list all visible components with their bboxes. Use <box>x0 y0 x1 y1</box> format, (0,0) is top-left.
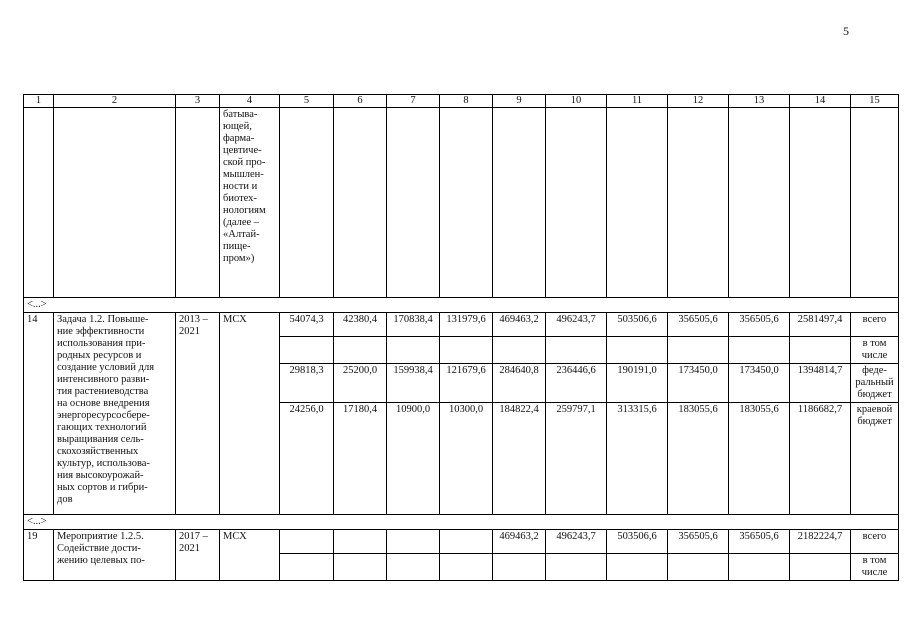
value-cell: 10300,0 <box>440 403 493 515</box>
budget-label: в том числе <box>851 554 899 581</box>
executor: МСХ <box>220 313 280 515</box>
value-cell: 356505,6 <box>729 313 790 337</box>
value-cell: 1186682,7 <box>790 403 851 515</box>
budget-label: всего <box>851 530 899 554</box>
value-cell: 2581497,4 <box>790 313 851 337</box>
value-cell: 25200,0 <box>334 364 387 403</box>
column-header-3: 3 <box>176 95 220 108</box>
page-number: 5 <box>843 24 849 38</box>
omission-marker: <...> <box>24 515 899 530</box>
column-header-11: 11 <box>607 95 668 108</box>
value-cell: 1394814,7 <box>790 364 851 403</box>
years: 2017 – 2021 <box>176 530 220 581</box>
value-cell: 496243,7 <box>546 313 607 337</box>
column-header-9: 9 <box>493 95 546 108</box>
value-cell: 503506,6 <box>607 530 668 554</box>
value-cell: 259797,1 <box>546 403 607 515</box>
value-cell: 2182224,7 <box>790 530 851 554</box>
row-number: 19 <box>24 530 54 581</box>
value-cell: 503506,6 <box>607 313 668 337</box>
value-cell: 24256,0 <box>280 403 334 515</box>
value-cell: 10900,0 <box>387 403 440 515</box>
executor: МСХ <box>220 530 280 581</box>
value-cell: 131979,6 <box>440 313 493 337</box>
value-cell: 469463,2 <box>493 313 546 337</box>
column-header-2: 2 <box>54 95 176 108</box>
column-header-4: 4 <box>220 95 280 108</box>
value-cell: 469463,2 <box>493 530 546 554</box>
value-cell <box>440 530 493 554</box>
column-header-10: 10 <box>546 95 607 108</box>
value-cell: 173450,0 <box>668 364 729 403</box>
budget-label: в том числе <box>851 337 899 364</box>
value-cell: 29818,3 <box>280 364 334 403</box>
header-row <box>24 95 899 108</box>
value-cell: 284640,8 <box>493 364 546 403</box>
column-header-15: 15 <box>851 95 899 108</box>
financing-table <box>23 94 899 581</box>
column-header-5: 5 <box>280 95 334 108</box>
column-header-7: 7 <box>387 95 440 108</box>
column-header-6: 6 <box>334 95 387 108</box>
value-cell: 183055,6 <box>729 403 790 515</box>
value-cell: 356505,6 <box>668 530 729 554</box>
value-cell <box>280 530 334 554</box>
value-cell: 190191,0 <box>607 364 668 403</box>
column-header-1: 1 <box>24 95 54 108</box>
value-cell: 170838,4 <box>387 313 440 337</box>
value-cell: 54074,3 <box>280 313 334 337</box>
column-header-14: 14 <box>790 95 851 108</box>
row-number: 14 <box>24 313 54 515</box>
value-cell: 173450,0 <box>729 364 790 403</box>
omission-row <box>24 515 899 530</box>
column-header-8: 8 <box>440 95 493 108</box>
task-name: Задача 1.2. Повыше- ние эффективности использования при- родных ресурсов и создание условий для интенсивного разви- тия растениеводства на основе внедрения энергоресурсосбере- гающих технологий выращивания сель- скохозяйственных культур, использова- ния высокоурожай- ных сортов и гибри- дов <box>54 313 176 515</box>
column-header-13: 13 <box>729 95 790 108</box>
value-cell: 236446,6 <box>546 364 607 403</box>
value-cell: 496243,7 <box>546 530 607 554</box>
omission-marker: <...> <box>24 298 899 313</box>
continuation-row <box>24 108 899 298</box>
value-cell: 42380,4 <box>334 313 387 337</box>
value-cell: 356505,6 <box>668 313 729 337</box>
budget-label: феде- ральный бюджет <box>851 364 899 403</box>
budget-label: краевой бюджет <box>851 403 899 515</box>
value-cell <box>334 530 387 554</box>
value-cell: 184822,4 <box>493 403 546 515</box>
table-row <box>24 530 899 554</box>
executor-continued: батыва- ющей, фарма- цевтиче- ской про- мышлен- ности и биотех- нологиям (далее – «Алтай- пище- пром») <box>220 108 280 298</box>
value-cell: 356505,6 <box>729 530 790 554</box>
years: 2013 – 2021 <box>176 313 220 515</box>
omission-row <box>24 298 899 313</box>
value-cell: 183055,6 <box>668 403 729 515</box>
budget-label: всего <box>851 313 899 337</box>
value-cell: 313315,6 <box>607 403 668 515</box>
value-cell: 159938,4 <box>387 364 440 403</box>
value-cell: 17180,4 <box>334 403 387 515</box>
column-header-12: 12 <box>668 95 729 108</box>
value-cell <box>387 530 440 554</box>
task-name: Мероприятие 1.2.5. Содействие дости- жению целевых по- <box>54 530 176 581</box>
table-row <box>24 313 899 337</box>
value-cell: 121679,6 <box>440 364 493 403</box>
